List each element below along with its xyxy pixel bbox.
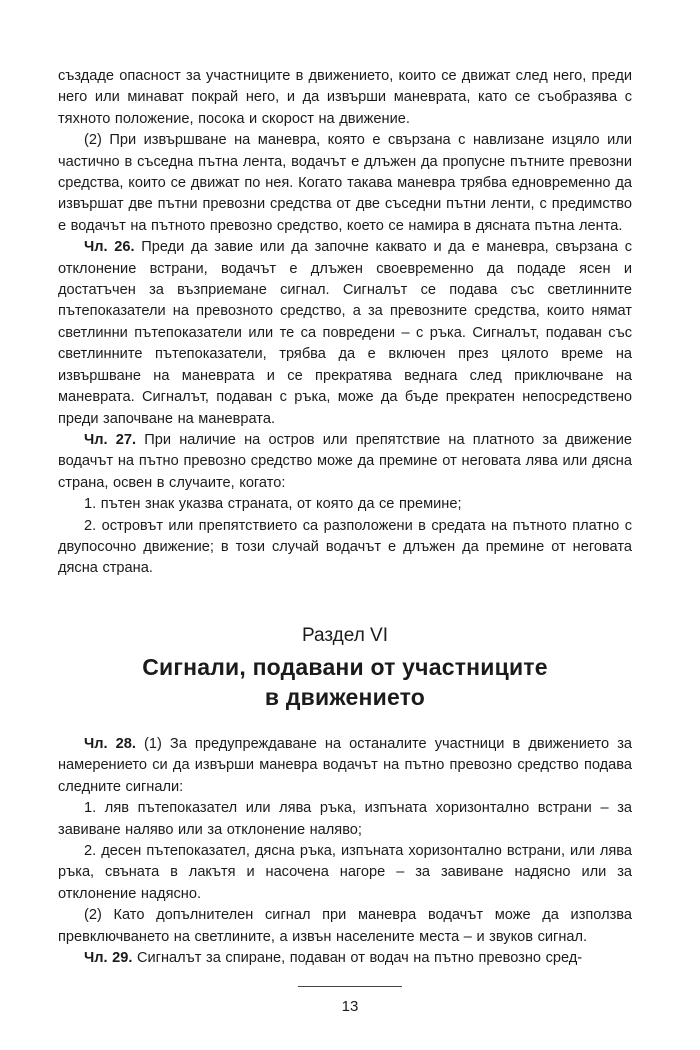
paragraph-text: създаде опасност за участниците в движението, които се движат след него, преди него или минават покрай него, и да извърши маневрата, като се съобразява с тяхното положение, посока и скорост на движение.: [58, 68, 632, 127]
paragraph-text: При наличие на остров или препятствие на платното за движение водачът на пътно превозно средство може да премине от неговата лява или дясна страна, освен в случаите, когато:: [58, 431, 632, 491]
paragraph-art28-item2: [58, 841, 632, 905]
article-number: Чл. 27.: [84, 431, 137, 448]
footer-divider: [298, 986, 402, 987]
paragraph-text: (2) При извършване на маневра, която е свързана с навлизане изцяло или частично в съседна пътна лента, водачът е длъжен да пропусне пътните превозни средства, които се движат по нея. Когато такава маневра трябва едновременно да извършат две пътни превозни средства от две съседни пътни ленти, с предимство е водачът на пътното превозно средство, което се намира в дясната пътна лента.: [58, 132, 632, 234]
paragraph-continuation: [58, 66, 632, 130]
article-number: Чл. 29.: [84, 950, 133, 967]
paragraph-art28-2: [58, 905, 632, 948]
paragraph-art27-item1: [58, 494, 632, 515]
paragraph-text: 2. десен пътепоказател, дясна ръка, изпъната хоризонтално встрани, или лява ръка, свъната в лакътя и насочена нагоре – за завиване надясно или за отклонение надясно.: [58, 843, 632, 902]
page-number: 13: [341, 998, 359, 1015]
text-block-bottom: [58, 734, 632, 969]
paragraph-text: 2. островът или препятствието са разположени в средата на пътното платно с двупосочно движение; в този случай водачът е длъжен да премине от неговата дясна страна.: [58, 517, 632, 577]
article-number: Чл. 28.: [84, 736, 136, 752]
paragraph-art27-item2: [58, 516, 632, 580]
section-heading: [58, 623, 632, 712]
paragraph-text: Сигналът за спиране, подаван от водач на пътно превозно сред-: [132, 950, 583, 967]
text-block-top: [58, 66, 632, 580]
paragraph-text: 1. пътен знак указва страната, от която да се премине;: [84, 496, 462, 513]
section-number: Раздел VI: [301, 625, 389, 646]
paragraph-art26: [58, 237, 632, 430]
article-number: Чл. 26.: [84, 239, 135, 256]
paragraph-text: (1) За предупреждаване на останалите участници в движението за намерението си да извърши маневра водачът на пътно превозно средство подава следните сигнали:: [58, 736, 633, 795]
paragraph-text: (2) Като допълнителен сигнал при маневра водачът може да използва превключването на светлините, а извън населените места – и звуков сигнал.: [58, 907, 632, 945]
paragraph-art27: [58, 430, 632, 494]
section-title-line1: Сигнали, подавани от участниците: [142, 654, 548, 680]
section-title-line2: в движението: [264, 684, 426, 710]
paragraph-text: 1. ляв пътепоказател или лява ръка, изпъната хоризонтално встрани – за завиване наляво или за отклонение наляво;: [58, 800, 632, 838]
paragraph-art25-2: [58, 130, 632, 237]
section-title: [58, 652, 632, 712]
paragraph-art28-item1: [58, 798, 632, 841]
paragraph-text: Преди да завие или да започне каквато и да е маневра, свързана с отклонение встрани, водачът е длъжен своевременно да подаде ясен и достатъчен за възприемане сигнал. Сигналът се подава със светлинните пътепоказатели на превозното средство, а за превозните средства, които нямат светлинни пътепоказатели или те са повредени – с ръка. Сигналът, подаван със светлинните пътепоказатели, трябва да е включен през цялото време на извършване на маневрата и се прекратява веднага след приключване на маневрата. Сигналът, подаван с ръка, може да бъде прекратен непосредствено преди започване на маневрата.: [58, 239, 633, 427]
paragraph-art28: [58, 734, 632, 798]
paragraph-art29: [58, 948, 632, 969]
